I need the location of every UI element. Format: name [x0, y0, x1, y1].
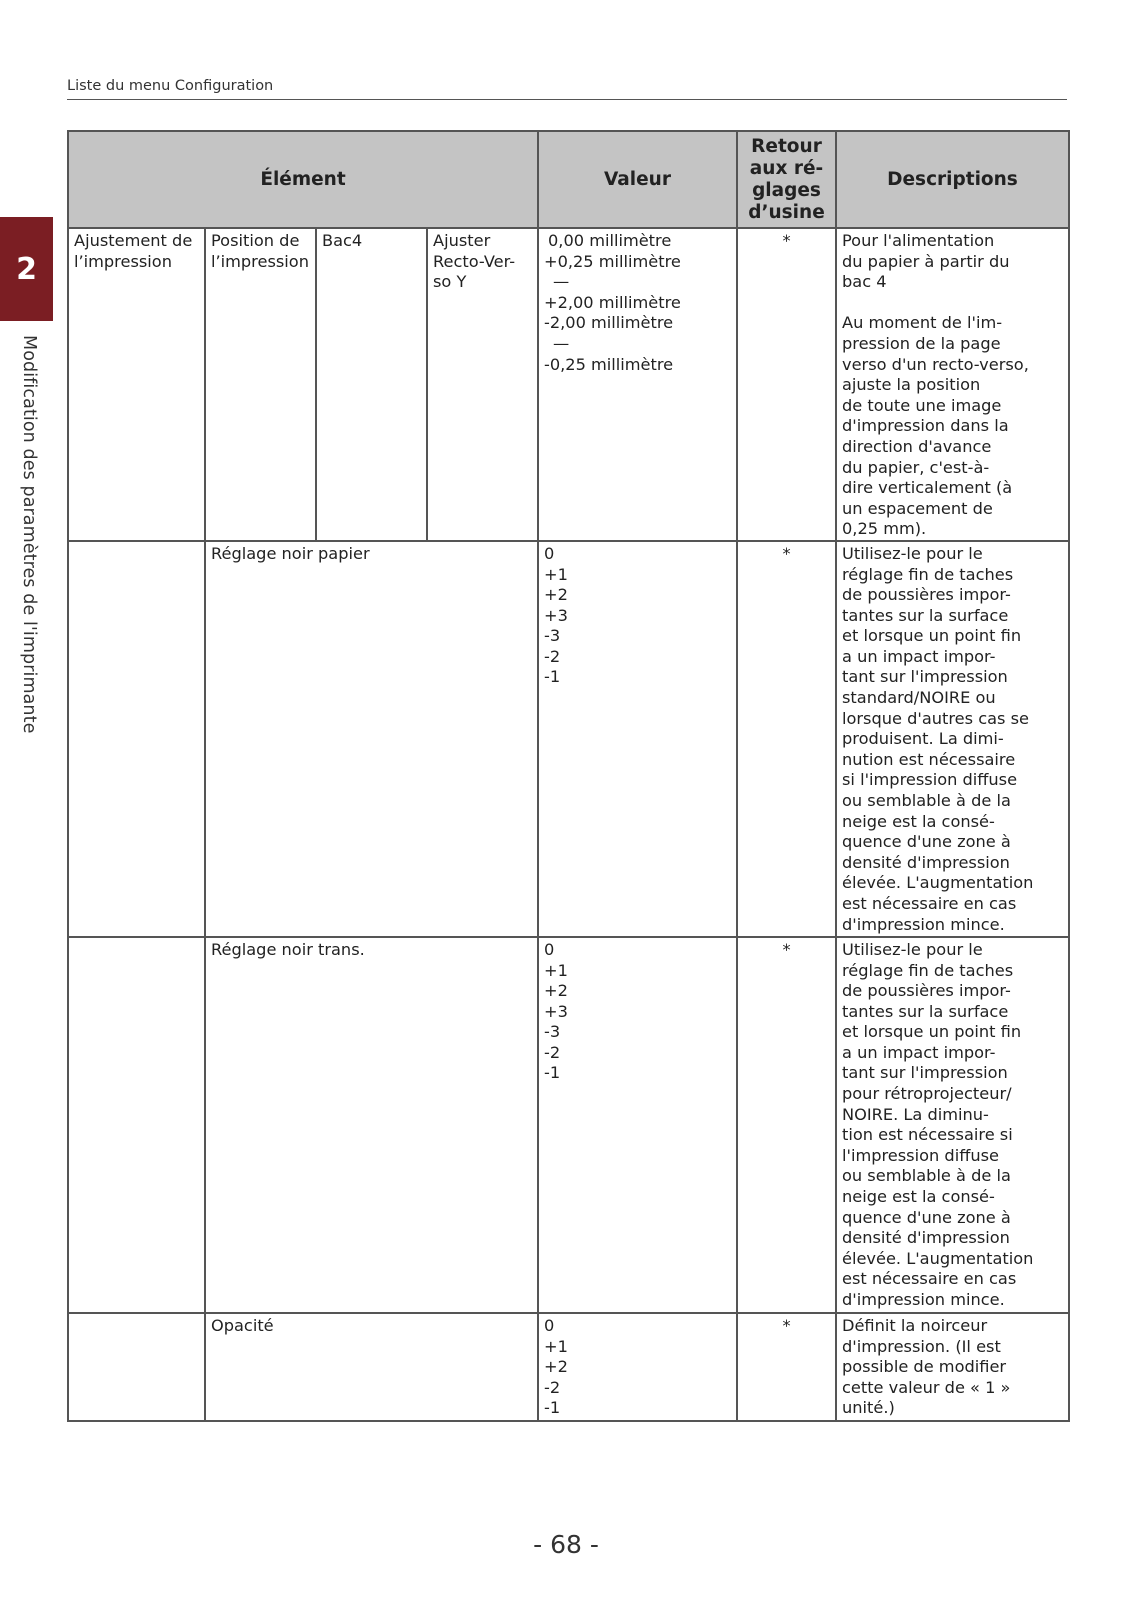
table-row: [68, 1313, 1069, 1421]
table-row: [68, 937, 1069, 1313]
header-descriptions: Descriptions: [836, 131, 1069, 228]
values-cell: 0 +1 +2 +3 -3 -2 -1: [538, 541, 737, 937]
values-cell: 0,00 millimètre +0,25 millimètre — +2,00 millimètre -2,00 millimètre — -0,25 millimètre: [538, 228, 737, 541]
description-cell: Pour l'alimentation du papier à partir du bac 4 Au moment de l'im- pression de la page verso d'un recto-verso, ajuste la position de toute une image d'impression dans la direction d'avance du papier, c'est-à- dire verticalement (à un espacement de 0,25 mm).: [836, 228, 1069, 541]
default-cell: *: [737, 541, 836, 937]
item-cell: Opacité: [205, 1313, 538, 1421]
values-cell: 0 +1 +2 -2 -1: [538, 1313, 737, 1421]
default-cell: *: [737, 228, 836, 541]
running-header: Liste du menu Configuration: [67, 78, 274, 94]
item-cell: Réglage noir papier: [205, 541, 538, 937]
description-cell: Utilisez-le pour le réglage fin de taches de poussières impor- tantes sur la surface et lorsque un point fin a un impact impor- tant sur l'impression pour rétroprojecteur/ NOIRE. La diminu- tion est nécessaire si l'impression diffuse ou semblable à de la neige est la consé- quence d'une zone à densité d'impression élevée. L'augmentation est nécessaire en cas d'impression mince.: [836, 937, 1069, 1313]
group-cell-continued: [68, 1313, 205, 1421]
table-header-row: [68, 131, 1069, 228]
sub-item-cell: Bac4: [316, 228, 427, 541]
values-cell: 0 +1 +2 +3 -3 -2 -1: [538, 937, 737, 1313]
chapter-tab: [0, 217, 53, 321]
group-cell-continued: [68, 937, 205, 1313]
table-row: [68, 228, 1069, 541]
page-number: - 68 -: [533, 1530, 599, 1559]
default-cell: *: [737, 937, 836, 1313]
chapter-number: 2: [16, 251, 37, 287]
description-cell: Utilisez-le pour le réglage fin de taches de poussières impor- tantes sur la surface et lorsque un point fin a un impact impor- tant sur l'impression standard/NOIRE ou lorsque d'autres cas se produisent. La dimi- nution est nécessaire si l'impression diffuse ou semblable à de la neige est la consé- quence d'une zone à densité d'impression élevée. L'augmentation est nécessaire en cas d'impression mince.: [836, 541, 1069, 937]
default-cell: *: [737, 1313, 836, 1421]
settings-table: [67, 130, 1070, 1422]
group-cell: Ajustement de l’impression: [68, 228, 205, 541]
sub-item-cell: Ajuster Recto-Ver- so Y: [427, 228, 538, 541]
header-retour: Retour aux ré- glages d’usine: [737, 131, 836, 228]
table-row: [68, 541, 1069, 937]
chapter-side-title: Modification des paramètres de l'imprimante: [19, 335, 39, 734]
description-cell: Définit la noirceur d'impression. (Il est possible de modifier cette valeur de « 1 » unité.): [836, 1313, 1069, 1421]
header-rule: [67, 99, 1067, 100]
group-cell-continued: [68, 541, 205, 937]
header-element: Élément: [68, 131, 538, 228]
item-cell: Réglage noir trans.: [205, 937, 538, 1313]
item-cell: Position de l’impression: [205, 228, 316, 541]
header-valeur: Valeur: [538, 131, 737, 228]
